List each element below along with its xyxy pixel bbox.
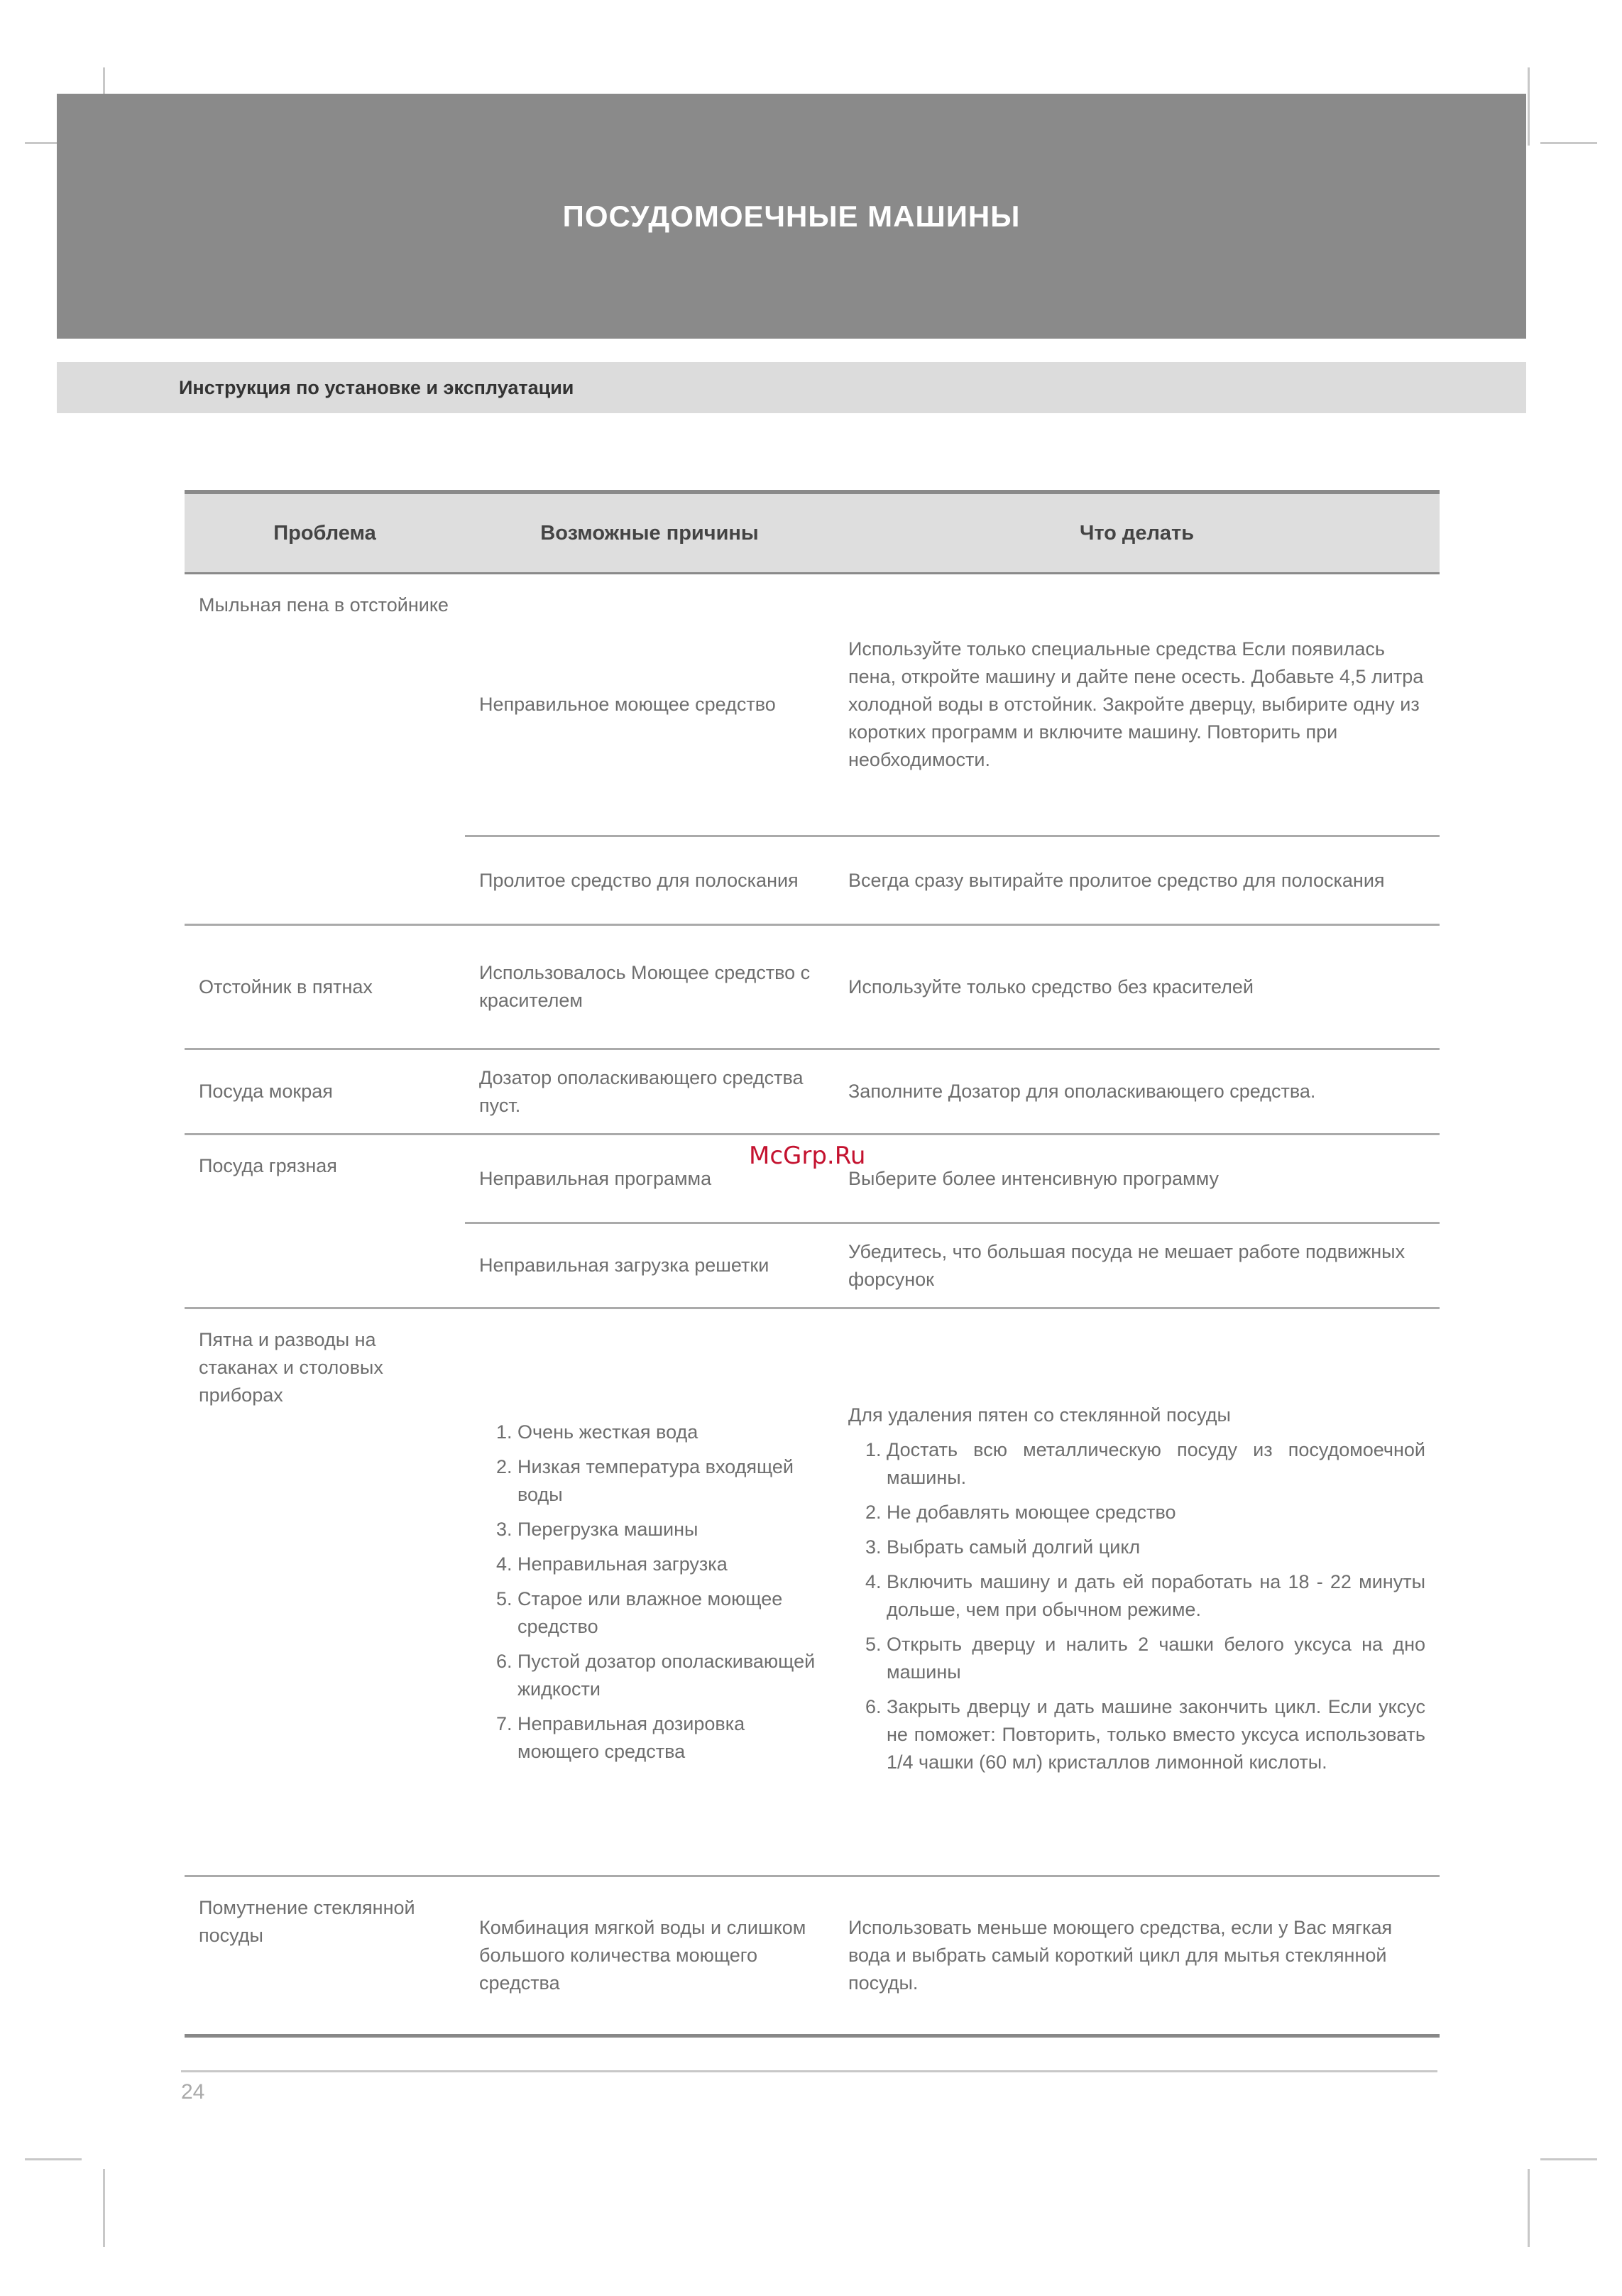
list-item: 5. Открыть дверцу и налить 2 чашки белого уксуса на дно машины — [887, 1631, 1425, 1686]
column-header-causes: Возможные причины — [465, 492, 834, 574]
action-cell: Используйте только специальные средства Если появилась пена, откройте машину и дайте пене осесть. Добавьте 4,5 литра холодной воды в отстойник. Закройте дверцу, выбирите одну из коротких программ и включите машину. Повторить при необходимости. — [834, 574, 1440, 836]
list-item: 6. Закрыть дверцу и дать машине закончить цикл. Если уксус не поможет: Повторить, только вместо уксуса использовать 1/4 чашки (60 мл) кристаллов лимонной кислоты. — [887, 1693, 1425, 1776]
problem-cell: Мыльная пена в отстойнике — [185, 574, 465, 925]
problem-cell: Посуда мокрая — [185, 1049, 465, 1135]
table-row — [185, 574, 1440, 836]
action-cell: Использовать меньше моющего средства, если у Вас мягкая вода и выбрать самый короткий цикл для мытья стеклянной посуды. — [834, 1876, 1440, 2036]
section-header — [57, 94, 1526, 339]
cause-cell: Пролитое средство для полоскания — [465, 836, 834, 925]
crop-mark — [1528, 2169, 1530, 2247]
crop-mark — [25, 2158, 82, 2160]
list-item: 5. Старое или влажное моющее средство — [517, 1585, 820, 1641]
list-item: 2. Не добавлять моющее средство — [887, 1499, 1425, 1526]
table-row — [185, 1049, 1440, 1135]
column-header-actions: Что делать — [834, 492, 1440, 574]
problem-cell: Посуда грязная — [185, 1135, 465, 1308]
action-intro: Для удаления пятен со стеклянной посуды — [848, 1404, 1231, 1426]
cause-cell: Неправильное моющее средство — [465, 574, 834, 836]
sub-header — [57, 362, 1526, 413]
action-list-cell — [834, 1308, 1440, 1876]
list-item: 1. Очень жесткая вода — [517, 1418, 820, 1446]
list-item: 7. Неправильная дозировка моющего средства — [517, 1710, 820, 1766]
cause-list-cell — [465, 1308, 834, 1876]
list-item: 1. Достать всю металлическую посуду из посудомоечной машины. — [887, 1436, 1425, 1492]
action-cell: Выберите более интенсивную программу — [834, 1135, 1440, 1223]
action-cell: Используйте только средство без красителей — [834, 925, 1440, 1049]
action-cell: Всегда сразу вытирайте пролитое средство для полоскания — [834, 836, 1440, 925]
cause-list — [479, 1418, 820, 1766]
table-row — [185, 1876, 1440, 2036]
list-item: 2. Низкая температура входящей воды — [517, 1453, 820, 1509]
cause-cell: Дозатор ополаскивающего средства пуст. — [465, 1049, 834, 1135]
document-subtitle: Инструкция по установке и эксплуатации — [179, 376, 574, 398]
crop-mark — [1540, 2158, 1597, 2160]
cause-cell: Комбинация мягкой воды и слишком большого количества моющего средства — [465, 1876, 834, 2036]
table-row — [185, 1308, 1440, 1876]
problem-cell: Отстойник в пятнах — [185, 925, 465, 1049]
cause-cell: Использовалось Моющее средство с красителем — [465, 925, 834, 1049]
cause-cell: Неправильная загрузка решетки — [465, 1223, 834, 1308]
list-item: 3. Выбрать самый долгий цикл — [887, 1534, 1425, 1561]
troubleshooting-table — [185, 490, 1440, 2038]
list-item: 3. Перегрузка машины — [517, 1516, 820, 1543]
list-item: 4. Включить машину и дать ей поработать на 18 - 22 минуты дольше, чем при обычном режиме. — [887, 1568, 1425, 1624]
table-row — [185, 925, 1440, 1049]
cause-cell: Неправильная программа — [465, 1135, 834, 1223]
column-header-problem: Проблема — [185, 492, 465, 574]
action-cell: Убедитесь, что большая посуда не мешает работе подвижных форсунок — [834, 1223, 1440, 1308]
list-item: 4. Неправильная загрузка — [517, 1551, 820, 1578]
problem-cell: Помутнение стеклянной посуды — [185, 1876, 465, 2036]
footer-rule — [181, 2070, 1437, 2072]
page-title: ПОСУДОМОЕЧНЫЕ МАШИНЫ — [562, 199, 1021, 233]
action-cell: Заполните Дозатор для ополаскивающего средства. — [834, 1049, 1440, 1135]
table-header-row — [185, 492, 1440, 574]
crop-mark — [103, 2169, 105, 2247]
list-item: 6. Пустой дозатор ополаскивающей жидкости — [517, 1648, 820, 1703]
action-list — [848, 1436, 1425, 1776]
problem-cell: Пятна и разводы на стаканах и столовых приборах — [185, 1308, 465, 1876]
crop-mark — [1540, 142, 1597, 144]
watermark: McGrp.Ru — [749, 1142, 866, 1170]
crop-mark — [1528, 67, 1530, 146]
page-number: 24 — [181, 2080, 205, 2104]
